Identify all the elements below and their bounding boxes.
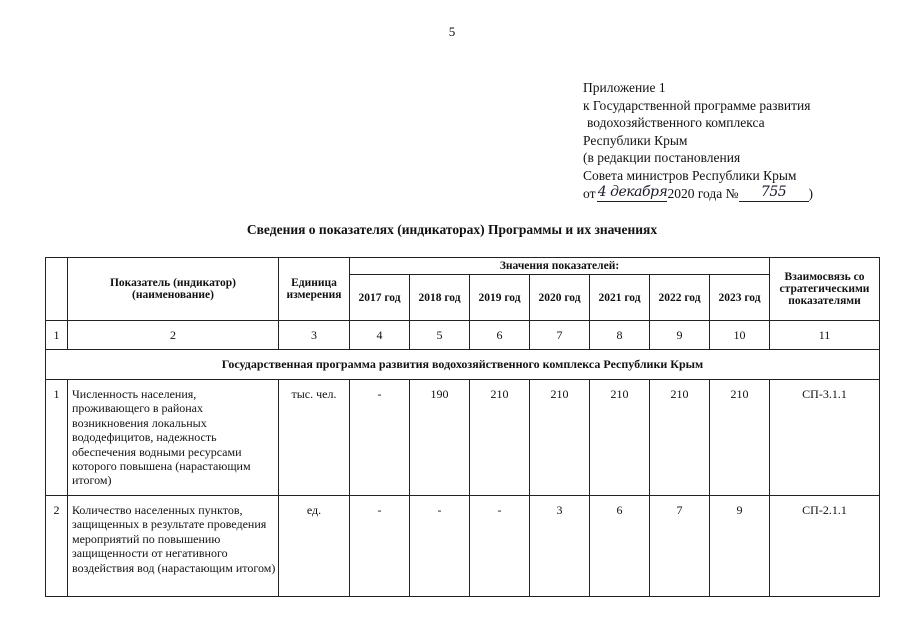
section-row: [46, 350, 880, 380]
column-number: 8: [590, 321, 650, 350]
table-row: [46, 496, 880, 597]
header-row-1: [46, 258, 880, 275]
header-year: 2021 год: [590, 275, 650, 321]
appendix-line-3: водохозяйственного комплекса: [587, 115, 765, 131]
appendix-line-4: Республики Крым: [583, 132, 688, 148]
header-link: Взаимосвязь со стратегическими показателями: [770, 258, 880, 321]
column-number: 10: [710, 321, 770, 350]
decree-number-handwritten: 755: [739, 184, 809, 203]
value-cell: 210: [650, 380, 710, 496]
page-number: 5: [448, 24, 456, 39]
decree-line: [583, 185, 813, 205]
header-unit: Единица измерения: [279, 258, 350, 321]
unit-cell: тыс. чел.: [279, 380, 350, 496]
row-number: 1: [46, 380, 68, 496]
document-title: Сведения о показателях (индикаторах) Программы и их значениях: [246, 222, 658, 237]
link-cell: СП-3.1.1: [770, 380, 880, 496]
column-number: 6: [470, 321, 530, 350]
value-cell: -: [410, 496, 470, 597]
table-row: [46, 380, 880, 496]
value-cell: -: [470, 496, 530, 597]
header-year: 2020 год: [530, 275, 590, 321]
value-cell: 210: [710, 380, 770, 496]
appendix-line-2: к Государственной программе развития: [583, 97, 811, 113]
appendix-line-6: Совета министров Республики Крым: [583, 167, 797, 183]
decree-close: ): [808, 185, 814, 201]
header-year: 2023 год: [710, 275, 770, 321]
row-number: 2: [46, 496, 68, 597]
header-year: 2018 год: [410, 275, 470, 321]
column-number-row: [46, 321, 880, 350]
header-indicator: Показатель (индикатор) (наименование): [68, 258, 279, 321]
value-cell: 210: [590, 380, 650, 496]
header-year: 2017 год: [350, 275, 410, 321]
column-number: 2: [68, 321, 279, 350]
header-values-group: Значения показателей:: [350, 258, 770, 275]
value-cell: 9: [710, 496, 770, 597]
decree-date-handwritten: 4 декабря: [597, 184, 667, 203]
section-title: Государственная программа развития водохозяйственного комплекса Республики Крым: [46, 350, 880, 380]
column-number: 11: [770, 321, 880, 350]
appendix-block: [583, 79, 813, 204]
value-cell: 3: [530, 496, 590, 597]
value-cell: -: [350, 380, 410, 496]
value-cell: 210: [530, 380, 590, 496]
decree-from: от: [583, 185, 596, 201]
column-number: 9: [650, 321, 710, 350]
value-cell: 6: [590, 496, 650, 597]
value-cell: -: [350, 496, 410, 597]
column-number: 1: [46, 321, 68, 350]
value-cell: 7: [650, 496, 710, 597]
header-num-cell: [46, 258, 68, 321]
indicator-name: Количество населенных пунктов, защищенных в результате проведения мероприятий по повышению защищенности от негативного воздействия вод (нарастающим итогом): [68, 496, 279, 597]
column-number: 3: [279, 321, 350, 350]
decree-year: 2020 года №: [667, 185, 739, 201]
column-number: 5: [410, 321, 470, 350]
indicator-name: Численность населения, проживающего в районах возникновения локальных вододефицитов, надежность обеспечения водными ресурсами которого повышена (нарастающим итогом): [68, 380, 279, 496]
value-cell: 210: [470, 380, 530, 496]
appendix-line-5: (в редакции постановления: [583, 150, 741, 166]
column-number: 7: [530, 321, 590, 350]
appendix-line-1: Приложение 1: [583, 80, 666, 95]
link-cell: СП-2.1.1: [770, 496, 880, 597]
column-number: 4: [350, 321, 410, 350]
value-cell: 190: [410, 380, 470, 496]
indicators-table: [45, 257, 880, 597]
header-year: 2019 год: [470, 275, 530, 321]
header-year: 2022 год: [650, 275, 710, 321]
unit-cell: ед.: [279, 496, 350, 597]
